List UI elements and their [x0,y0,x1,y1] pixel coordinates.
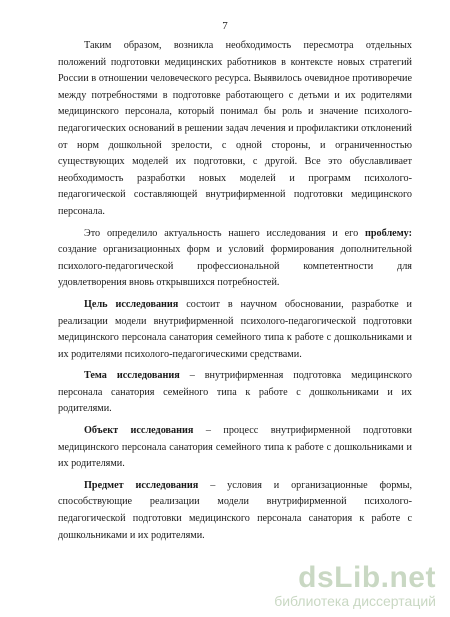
paragraph-text: состоит в научном обосновании, разработке и реализации модели внутрифирменной психолого-педагогической подготовки медицинского персонала санатория семейного типа к работе с дошкольниками и их родителями психолого-педагогическими средствами. [58,298,412,360]
paragraph-text: создание организационных форм и условий формирования дополнительной психолого-педагогической профессиональной компетентности для удовлетворения вновь открывшихся потребностей. [58,244,412,289]
watermark-subtitle: библиотека диссертаций [274,593,436,609]
paragraph-goal [58,297,412,363]
subject-heading: Предмет исследования [84,479,199,491]
paragraph-subject [58,478,412,544]
paragraph-problem [58,226,412,292]
paragraph-text: – процесс внутрифирменной подготовки медицинского персонала санатория семейного типа к работе с дошкольниками и их родителями. [58,425,412,470]
watermark [274,563,436,609]
paragraph-text: – условия и организационные формы, способствующие реализации модели внутрифирменной психолого-педагогической подготовки медицинского персонала санатория к работе с дошкольниками и их родителями. [58,479,413,541]
paragraph-object [58,423,412,473]
watermark-logo: dsLib.net [298,561,436,594]
document-body [58,38,412,549]
paragraph-text: – внутрифирменная подготовка медицинского персонала санатория семейного типа к работе с дошкольниками и их родителями. [58,370,412,415]
paragraph-context [58,38,412,221]
topic-heading: Тема исследования [84,370,180,382]
goal-heading: Цель исследования [84,298,179,310]
paragraph-lead: Это определило актуальность нашего исследования и его [84,227,365,239]
page-number: 7 [222,20,228,32]
paragraph-topic [58,368,412,418]
problem-heading: проблему: [365,227,412,239]
object-heading: Объект исследования [84,425,194,437]
paragraph-text: Таким образом, возникла необходимость пересмотра отдельных положений подготовки медицинских работников в контексте новых стратегий России в отношении человеческого ресурса. Выявилось очевидное противоречие между потребностями в подготовке работающего с детьми и их родителями медицинского персонала, который понимал бы роль и значение психолого-педагогических оснований в решении задач лечения и профилактики отклонений от норм дошкольной зрелости, с одной стороны, и ограниченностью существующих моделей их подготовки, с другой. Все это обуславливает необходимость разработки новых моделей и программ психолого-педагогической составляющей внутрифирменной подготовки медицинского персонала. [58,40,412,217]
